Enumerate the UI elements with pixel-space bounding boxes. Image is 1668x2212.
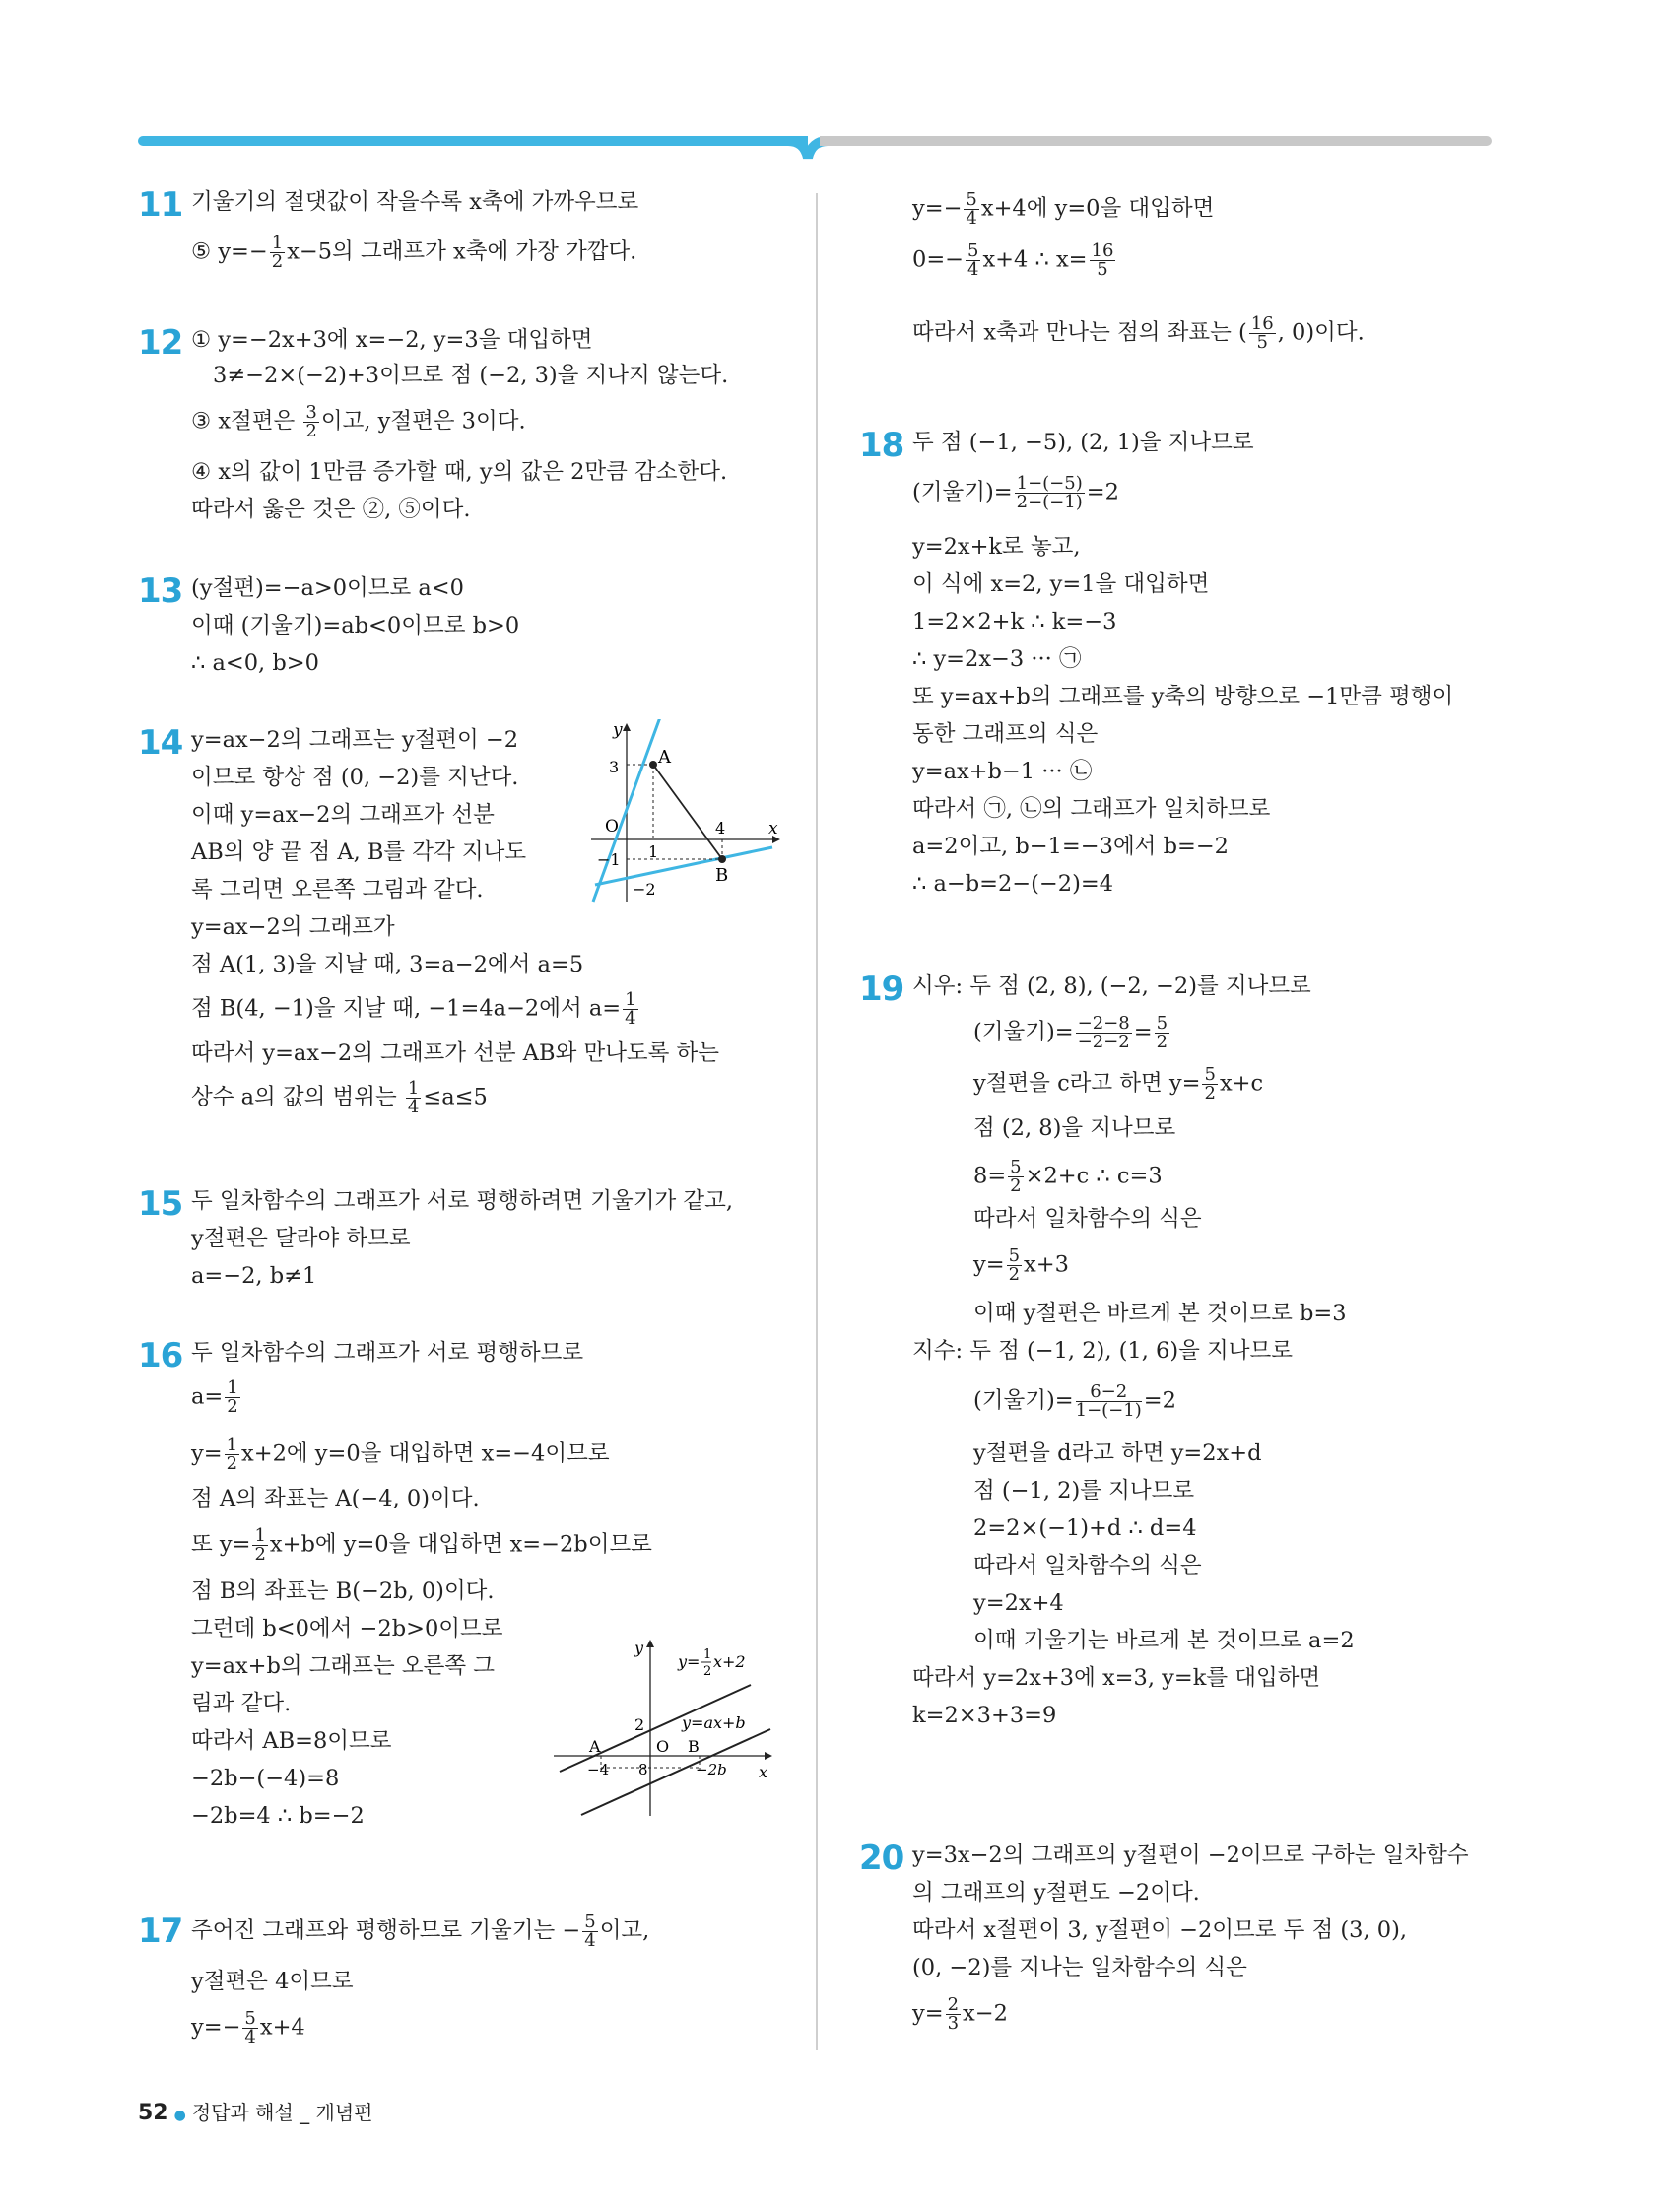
column-divider [816, 193, 818, 2050]
text-line: 주어진 그래프와 평행하므로 기울기는 − $\frac{5}{4}$ 이고, [191, 1911, 650, 1951]
text-line: ⑤ y=− $\frac{1}{2}$ x−5의 그래프가 x축에 가장 가깝다. [191, 233, 637, 272]
problem-number: 16 [138, 1336, 183, 1375]
distance-label: 8 [638, 1761, 648, 1778]
fraction: $\frac{3}{2}$ [305, 402, 317, 441]
point-a-label: A [589, 1737, 601, 1756]
y-axis-label: y [613, 720, 623, 740]
point-a-marker [649, 761, 657, 769]
text-line: 두 일차함수의 그래프가 서로 평행하려면 기울기가 같고, [191, 1188, 733, 1214]
fraction: $\frac{-2-8}{-2-2}$ [1077, 1013, 1130, 1052]
tick-label: 3 [609, 758, 620, 776]
text-line: ① y=−2x+3에 x=−2, y=3을 대입하면 [191, 327, 593, 353]
text-line: 이때 y절편은 바르게 본 것이므로 b=3 [973, 1301, 1347, 1326]
fraction: $\frac{16}{5}$ [1091, 240, 1114, 280]
text-line: 점 (2, 8)을 지나므로 [973, 1115, 1176, 1141]
tick-label: 4 [715, 819, 726, 838]
text-line: a= $\frac{1}{2}$ [191, 1377, 238, 1417]
text-line: ④ x의 값이 1만큼 증가할 때, y의 값은 2만큼 감소한다. [191, 459, 728, 485]
text-line: 0=− $\frac{5}{4}$ x+4 ∴ x= $\frac{16}{5}$ [912, 240, 1114, 280]
text-line: 따라서 AB=8이므로 [191, 1728, 392, 1754]
text-line: y= $\frac{1}{2}$ x+2에 y=0을 대입하면 x=−4이므로 [191, 1435, 610, 1474]
text-line: 따라서 x축과 만나는 점의 좌표는 ( $\frac{16}{5}$ , 0)이다. [912, 313, 1365, 353]
problem-number: 19 [859, 970, 904, 1009]
text-line: 두 점 (−1, −5), (2, 1)을 지나므로 [912, 430, 1254, 455]
tick-label: −4 [587, 1761, 610, 1778]
text-line: 림과 같다. [191, 1691, 292, 1716]
x-axis-label: x [759, 1763, 768, 1781]
tick-label: −2 [633, 880, 656, 899]
text-line: 점 A(1, 3)을 지날 때, 3=a−2에서 a=5 [191, 952, 584, 977]
footer-title: 정답과 해설 _ 개념편 [191, 2101, 373, 2124]
fraction: $\frac{5}{4}$ [244, 2008, 256, 2047]
text-line: y=ax+b−1 ··· ㉡ [912, 759, 1093, 784]
text-line: 3≠−2×(−2)+3이므로 점 (−2, 3)을 지나지 않는다. [213, 363, 729, 388]
tick-label: 1 [648, 842, 659, 861]
line-label-lower: y=ax+b [682, 1713, 746, 1732]
text-line: y절편을 c라고 하면 y= $\frac{5}{2}$ x+c [973, 1064, 1264, 1104]
fraction: $\frac{5}{4}$ [966, 189, 977, 229]
problem-number: 11 [138, 185, 183, 225]
text-line: y= $\frac{5}{2}$ x+3 [973, 1245, 1069, 1285]
fraction: $\frac{5}{2}$ [1204, 1064, 1216, 1104]
text-line: y=ax−2의 그래프가 [191, 914, 395, 940]
text-line: a=2이고, b−1=−3에서 b=−2 [912, 834, 1229, 859]
text-line: 이므로 항상 점 (0, −2)를 지난다. [191, 765, 519, 790]
text-line: 점 B의 좌표는 B(−2b, 0)이다. [191, 1578, 495, 1604]
text-line: 1=2×2+k ∴ k=−3 [912, 609, 1117, 635]
fraction: $\frac{6-2}{1-(-1)}$ [1075, 1381, 1142, 1421]
fraction: $\frac{1}{4}$ [625, 989, 636, 1029]
tick-label: 2 [634, 1715, 645, 1734]
point-b-marker [718, 855, 726, 863]
line-label-upper [677, 1647, 746, 1679]
text-line: y=ax−2의 그래프는 y절편이 −2 [191, 727, 519, 753]
tick-label: −1 [597, 850, 621, 869]
text-line: 이때 기울기는 바르게 본 것이므로 a=2 [973, 1628, 1355, 1653]
text-line: (0, −2)를 지나는 일차함수의 식은 [912, 1955, 1247, 1980]
text-line: 따라서 일차함수의 식은 [973, 1553, 1202, 1578]
text-line: 점 A의 좌표는 A(−4, 0)이다. [191, 1486, 480, 1511]
text-line: y=2x+4 [973, 1590, 1064, 1616]
text-line: 따라서 ㉠, ㉡의 그래프가 일치하므로 [912, 796, 1271, 822]
graph-figure-16 [554, 1634, 780, 1821]
text-line: y=− $\frac{5}{4}$ x+4에 y=0을 대입하면 [912, 189, 1215, 229]
svg-text:x+2: x+2 [713, 1652, 746, 1671]
problem-number: 12 [138, 323, 183, 363]
problem-number: 20 [859, 1839, 904, 1878]
text-line: 이 식에 x=2, y=1을 대입하면 [912, 571, 1210, 597]
text-line: 점 B(4, −1)을 지날 때, −1=4a−2에서 a= $\frac{1}{4}$ [191, 989, 636, 1029]
fraction: $\frac{5}{4}$ [967, 240, 979, 280]
text-line: 따라서 y=2x+3에 x=3, y=k를 대입하면 [912, 1665, 1321, 1691]
text-line: y=ax+b의 그래프는 오른쪽 그 [191, 1653, 495, 1679]
origin-label: O [605, 817, 619, 837]
text-line: 이때 y=ax−2의 그래프가 선분 [191, 802, 495, 828]
text-line: 상수 a의 값의 범위는 $\frac{1}{4}$ ≤a≤5 [191, 1078, 488, 1117]
text-line: y=3x−2의 그래프의 y절편이 −2이므로 구하는 일차함수 [912, 1843, 1469, 1868]
text-line: ③ x절편은 $\frac{3}{2}$ 이고, y절편은 3이다. [191, 402, 526, 441]
text-line: ∴ a<0, b>0 [191, 650, 319, 676]
text-line: 지수: 두 점 (−1, 2), (1, 6)을 지나므로 [912, 1338, 1293, 1364]
text-line: 그런데 b<0에서 −2b>0이므로 [191, 1616, 503, 1642]
svg-text:y=: y= [678, 1652, 701, 1671]
text-line: −2b−(−4)=8 [191, 1766, 340, 1791]
problem-number: 18 [859, 426, 904, 465]
svg-text:2: 2 [703, 1664, 712, 1679]
fraction: $\frac{1}{2}$ [227, 1377, 238, 1417]
header-bar-left [138, 136, 808, 146]
point-a-label: A [658, 747, 671, 768]
point-b-label: B [688, 1737, 700, 1756]
fraction: $\frac{1}{2}$ [226, 1435, 238, 1474]
text-line: 의 그래프의 y절편도 −2이다. [912, 1880, 1200, 1906]
text-line: y=2x+k로 놓고, [912, 534, 1081, 560]
x-axis-label: x [768, 819, 778, 838]
fraction: $\frac{1-(-5)}{2-(-1)}$ [1016, 473, 1083, 512]
text-line: 록 그리면 오른쪽 그림과 같다. [191, 877, 484, 903]
text-line: −2b=4 ∴ b=−2 [191, 1803, 365, 1829]
text-line: AB의 양 끝 점 A, B를 각각 지나도 [191, 839, 527, 865]
fraction: $\frac{5}{4}$ [584, 1911, 596, 1951]
text-line: 또 y= $\frac{1}{2}$ x+b에 y=0을 대입하면 x=−2b이므로 [191, 1525, 652, 1565]
fraction: $\frac{5}{2}$ [1156, 1013, 1168, 1052]
text-line: 이때 (기울기)=ab<0이므로 b>0 [191, 613, 520, 638]
header-bar-right [820, 136, 1492, 146]
fraction: $\frac{1}{4}$ [407, 1078, 420, 1117]
fraction: $\frac{5}{2}$ [1008, 1245, 1021, 1285]
text-line: ∴ a−b=2−(−2)=4 [912, 871, 1114, 897]
text-line: 따라서 y=ax−2의 그래프가 선분 AB와 만나도록 하는 [191, 1040, 720, 1066]
problem-number: 15 [138, 1184, 183, 1224]
text-line: 또 y=ax+b의 그래프를 y축의 방향으로 −1만큼 평행이 [912, 684, 1454, 709]
problem-number: 14 [138, 723, 183, 763]
text-line: y절편은 달라야 하므로 [191, 1226, 411, 1251]
text-line: ∴ y=2x−3 ··· ㉠ [912, 646, 1082, 672]
text-line: 점 (−1, 2)를 지나므로 [973, 1478, 1195, 1504]
fraction: $\frac{5}{2}$ [1010, 1157, 1022, 1196]
fraction: $\frac{2}{3}$ [947, 1994, 960, 2034]
text-line: (기울기)= $\frac{6-2}{1-(-1)}$ =2 [973, 1381, 1176, 1421]
tick-label: −2b [696, 1761, 727, 1778]
y-axis-label: y [634, 1639, 644, 1657]
text-line: k=2×3+3=9 [912, 1703, 1057, 1728]
problem-number: 13 [138, 571, 183, 611]
bullet-icon: ● [173, 2108, 186, 2123]
page-number: 52 [138, 2101, 168, 2125]
text-line: y=− $\frac{5}{4}$ x+4 [191, 2008, 305, 2047]
origin-label: O [656, 1737, 670, 1756]
text-line: 따라서 옳은 것은 ②, ⑤이다. [191, 497, 471, 522]
fraction: $\frac{1}{2}$ [271, 233, 284, 272]
page-footer [138, 2097, 372, 2125]
text-line: (기울기)= $\frac{1-(-5)}{2-(-1)}$ =2 [912, 473, 1119, 512]
text-line: (y절편)=−a>0이므로 a<0 [191, 575, 464, 601]
text-line: 시우: 두 점 (2, 8), (−2, −2)를 지나므로 [912, 973, 1311, 999]
text-line: (기울기)= $\frac{-2-8}{-2-2}$ = $\frac{5}{2}$ [973, 1013, 1168, 1052]
text-line: 동한 그래프의 식은 [912, 721, 1099, 747]
text-line: y= $\frac{2}{3}$ x−2 [912, 1994, 1008, 2034]
text-line: 8= $\frac{5}{2}$ ×2+c ∴ c=3 [973, 1157, 1163, 1196]
text-line: y절편을 d라고 하면 y=2x+d [973, 1441, 1262, 1466]
text-line: 두 일차함수의 그래프가 서로 평행하므로 [191, 1340, 584, 1366]
fraction: $\frac{16}{5}$ [1250, 313, 1274, 353]
text-line: y절편은 4이므로 [191, 1969, 354, 1994]
text-line: 따라서 일차함수의 식은 [973, 1206, 1202, 1232]
text-line: 기울기의 절댓값이 작을수록 x축에 가까우므로 [191, 189, 639, 215]
text-line: a=−2, b≠1 [191, 1263, 317, 1289]
text-line: 따라서 x절편이 3, y절편이 −2이므로 두 점 (3, 0), [912, 1917, 1408, 1943]
problem-number: 17 [138, 1911, 183, 1951]
text-line: 2=2×(−1)+d ∴ d=4 [973, 1515, 1197, 1541]
graph-figure-14 [591, 719, 788, 906]
svg-text:1: 1 [703, 1647, 712, 1662]
point-b-label: B [715, 865, 729, 886]
fraction: $\frac{1}{2}$ [254, 1525, 266, 1565]
